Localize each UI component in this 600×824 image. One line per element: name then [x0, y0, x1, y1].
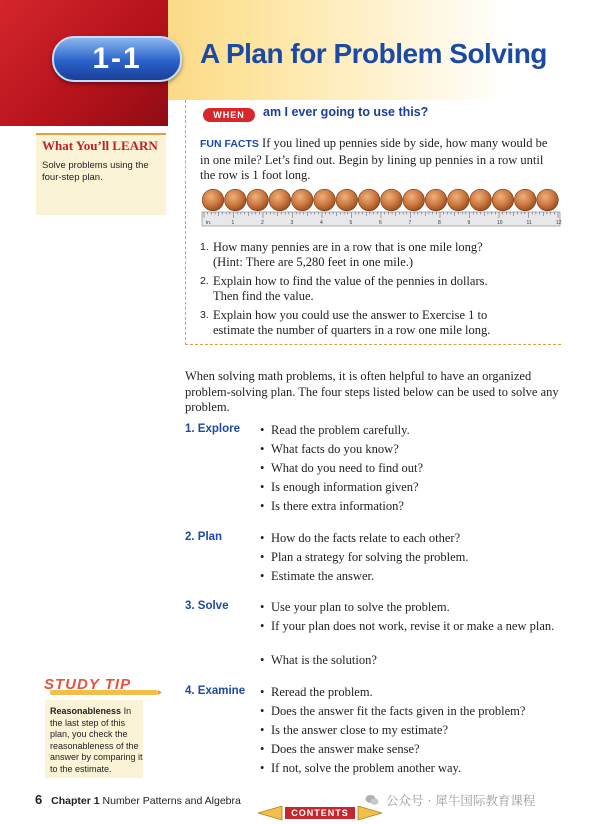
penny [492, 189, 514, 211]
penny [336, 189, 358, 211]
chapter-label: Chapter 1 [51, 795, 100, 807]
when-question: am I ever going to use this? [263, 105, 429, 119]
step-explore-heading: 1. Explore [185, 423, 240, 435]
penny [247, 189, 269, 211]
list-item-text: What do you need to find out? [271, 461, 424, 475]
ruler-label: 1 [231, 220, 235, 226]
study-tip-box [45, 700, 143, 778]
ruler-label: 7 [408, 220, 412, 226]
list-item-text: Use your plan to solve the problem. [271, 600, 450, 614]
question-text [213, 274, 553, 304]
question-3-text-a: Explain how you could use the answer to Exercise 1 to [213, 308, 488, 322]
ruler-label: 4 [320, 220, 323, 226]
question-2 [200, 274, 555, 306]
lesson-number-badge: 1-1 [52, 36, 182, 82]
study-tip-title [42, 672, 162, 700]
penny [358, 189, 380, 211]
step-solve-heading: 3. Solve [185, 600, 229, 612]
learn-heading: What You’ll LEARN [42, 138, 158, 153]
page-number: 6 [35, 792, 43, 807]
question-2-text-b: Then find the value. [213, 289, 314, 303]
penny [225, 189, 247, 211]
question-text [213, 240, 553, 270]
list-item-text: Read the problem carefully. [271, 423, 410, 437]
contents-label[interactable]: CONTENTS [285, 807, 355, 819]
penny [381, 189, 403, 211]
pennies-ruler-illustration [200, 188, 562, 228]
chapter-title: Number Patterns and Algebra [102, 795, 241, 807]
study-tip-body: In the last step of this plan, you check the reasonableness of the answer by comparing it to the estimate. [50, 706, 143, 774]
fun-facts-label: FUN FACTS [200, 138, 259, 150]
question-number: 3. [200, 309, 209, 321]
list-item-text: Estimate the answer. [271, 569, 375, 583]
ruler-label: 5 [349, 220, 353, 226]
fun-facts-text: If you lined up pennies side by side, how many would be in one mile? Let’s find out. Begin by lining up pennies in a row until the row is 1 foot long. [200, 136, 548, 182]
list-item-text: If your plan does not work, revise it or make a new plan. [271, 619, 555, 633]
chat-icon [365, 794, 379, 806]
intro-paragraph: When solving math problems, it is often helpful to have an organized problem-solving plan. The four steps listed below can be used to solve any problem. [185, 369, 559, 414]
study-tip-title-text: STUDY TIP [44, 676, 132, 693]
penny [425, 189, 447, 211]
ruler-label: 3 [290, 220, 294, 226]
penny [448, 189, 470, 211]
list-item-text: Reread the problem. [271, 685, 373, 699]
penny [269, 189, 291, 211]
list-item-text: If not, solve the problem another way. [271, 761, 462, 775]
question-1-hint: (Hint: There are 5,280 feet in one mile.) [213, 255, 414, 269]
pencil-tip [158, 690, 162, 695]
ruler-label: 10 [497, 220, 503, 226]
question-1-text: How many pennies are in a row that is one mile long? [213, 240, 483, 254]
study-tip-heading: Reasonableness [50, 706, 122, 716]
list-item-text: Is there extra information? [271, 499, 404, 513]
penny [537, 189, 559, 211]
back-arrow-icon[interactable] [258, 806, 282, 820]
question-1 [200, 240, 555, 272]
list-item-text: Does the answer fit the facts given in the problem? [271, 704, 526, 718]
question-text [213, 308, 553, 338]
list-item-text: Is the answer close to my estimate? [271, 723, 449, 737]
list-item-text: Plan a strategy for solving the problem. [271, 550, 469, 564]
penny [291, 189, 313, 211]
learn-box [36, 133, 166, 215]
study-tip-text [50, 706, 143, 775]
question-3-text-b: estimate the number of quarters in a row one mile long. [213, 323, 491, 337]
lesson-title: A Plan for Problem Solving [200, 38, 547, 69]
list-item-text: How do the facts relate to each other? [271, 531, 461, 545]
ruler-label: 9 [467, 220, 471, 226]
step-plan-heading: 2. Plan [185, 531, 223, 543]
list-item-text: What facts do you know? [271, 442, 399, 456]
penny [514, 189, 536, 211]
question-3 [200, 308, 555, 340]
question-number: 1. [200, 241, 209, 253]
ruler-label: 2 [261, 220, 264, 226]
when-badge: WHEN [203, 108, 255, 122]
list-item-text: Does the answer make sense? [271, 742, 420, 756]
penny [403, 189, 425, 211]
step-examine-heading: 4. Examine [185, 685, 246, 697]
learn-text: Solve problems using the four-step plan. [42, 160, 149, 183]
ruler-label: 12 [556, 220, 562, 226]
page-footer [35, 792, 241, 807]
question-number: 2. [200, 275, 209, 287]
penny [314, 189, 336, 211]
ruler-label: 6 [379, 220, 382, 226]
contents-button[interactable] [258, 805, 382, 821]
ruler-label: 11 [526, 220, 532, 226]
penny [202, 189, 224, 211]
ruler-label: in. [206, 220, 212, 226]
list-item-text: Is enough information given? [271, 480, 419, 494]
list-item-text: What is the solution? [271, 653, 377, 667]
penny-row [202, 189, 558, 211]
question-2-text-a: Explain how to find the value of the pennies in dollars. [213, 274, 488, 288]
penny [470, 189, 492, 211]
watermark [365, 791, 535, 809]
fun-facts-paragraph [200, 136, 550, 184]
watermark-text: 公众号 · 犀牛国际教育课程 [385, 793, 536, 808]
ruler-label: 8 [438, 220, 441, 226]
